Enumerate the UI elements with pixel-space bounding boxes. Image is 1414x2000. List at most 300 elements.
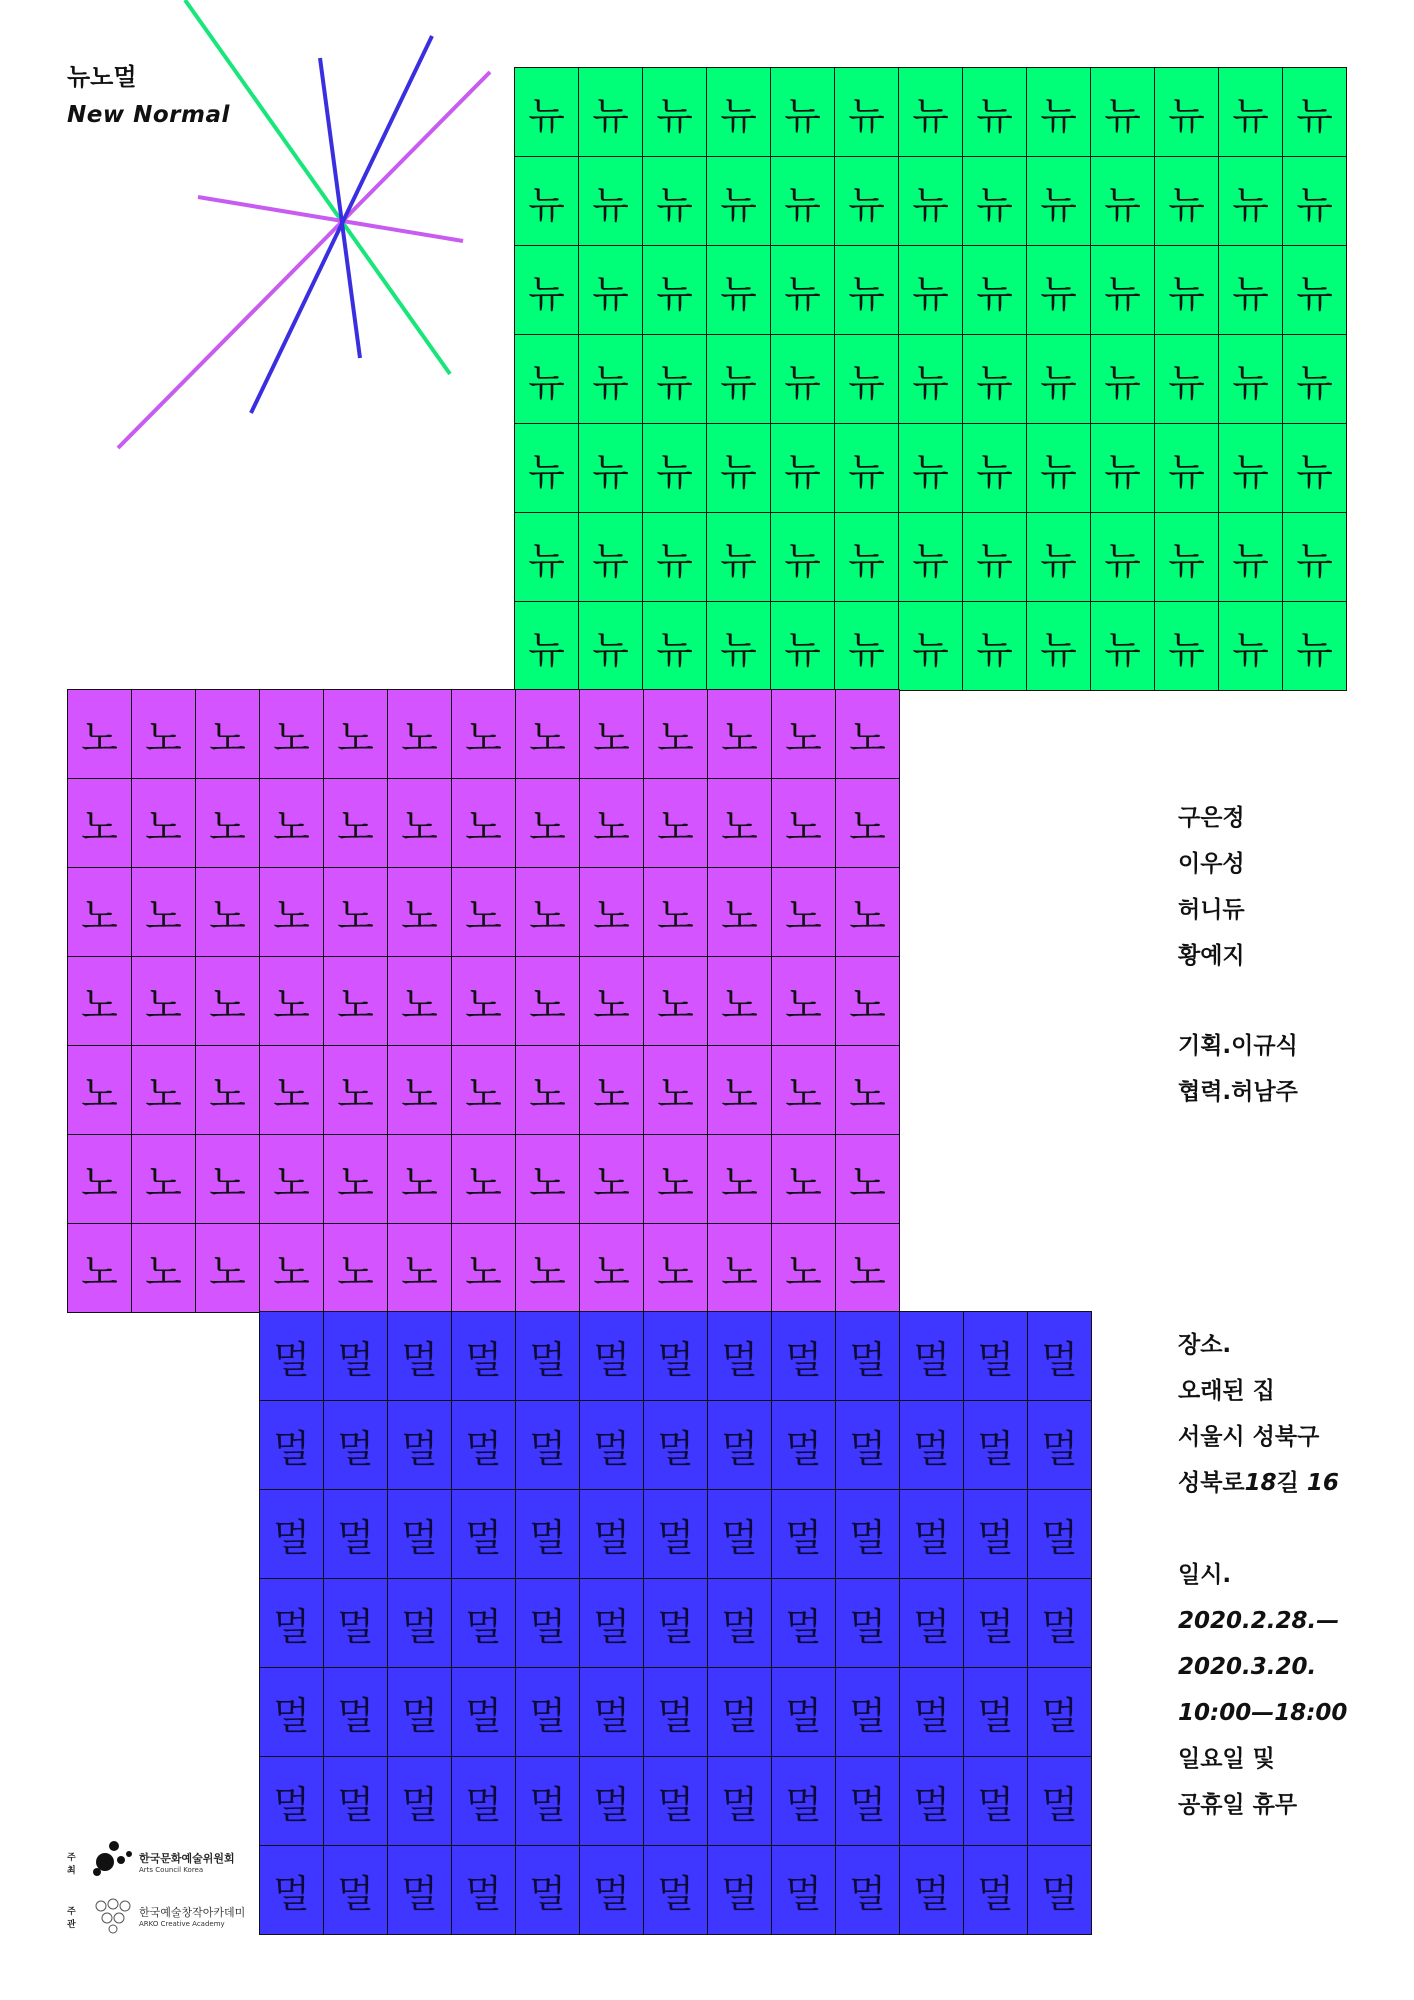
grid-cell: 뉴 (1027, 424, 1091, 513)
grid-cell: 뉴 (515, 246, 579, 335)
grid-cell: 멀 (324, 1668, 388, 1757)
grid-cell: 뉴 (963, 602, 1027, 691)
grid-cell: 뉴 (1283, 157, 1347, 246)
grid-cell: 노 (388, 690, 452, 779)
grid-cell: 멀 (452, 1757, 516, 1846)
grid-cell: 노 (388, 1135, 452, 1224)
grid-cell: 뉴 (707, 513, 771, 602)
grid-cell: 뉴 (835, 157, 899, 246)
grid-cell: 뉴 (707, 602, 771, 691)
grid-cell: 노 (452, 779, 516, 868)
closed-days-1: 일요일 및 (1178, 1746, 1275, 1772)
grid-cell: 멀 (772, 1312, 836, 1401)
collaborator-credit: 협력.허남주 (1178, 1079, 1298, 1105)
artist-name: 구은정 (1178, 805, 1245, 831)
grid-cell: 뉴 (579, 602, 643, 691)
grid-nyu (514, 67, 1347, 691)
grid-cell: 노 (644, 1224, 708, 1313)
grid-cell: 노 (132, 1135, 196, 1224)
grid-cell: 뉴 (1027, 602, 1091, 691)
grid-cell: 노 (68, 1046, 132, 1135)
grid-cell: 뉴 (771, 157, 835, 246)
grid-cell: 멀 (452, 1401, 516, 1490)
grid-cell: 멀 (772, 1668, 836, 1757)
grid-cell: 멀 (1028, 1490, 1092, 1579)
grid-cell: 노 (772, 690, 836, 779)
grid-cell: 뉴 (1155, 424, 1219, 513)
grid-cell: 멀 (644, 1579, 708, 1668)
grid-cell: 노 (516, 1224, 580, 1313)
grid-cell: 멀 (964, 1401, 1028, 1490)
grid-cell: 노 (708, 1135, 772, 1224)
grid-cell: 노 (580, 868, 644, 957)
grid-cell: 노 (708, 779, 772, 868)
organizer-name: 한국예술창작아카데미 (139, 1906, 246, 1919)
grid-cell: 뉴 (899, 246, 963, 335)
grid-cell: 노 (836, 1224, 900, 1313)
grid-cell: 멀 (452, 1846, 516, 1935)
grid-cell: 노 (68, 779, 132, 868)
grid-cell: 멀 (836, 1579, 900, 1668)
grid-cell: 뉴 (1091, 513, 1155, 602)
grid-cell: 뉴 (515, 68, 579, 157)
grid-cell: 뉴 (579, 424, 643, 513)
grid-cell: 뉴 (771, 424, 835, 513)
grid-cell: 뉴 (1283, 335, 1347, 424)
grid-cell: 멀 (324, 1757, 388, 1846)
organizer-role-label: 주관 (67, 1907, 76, 1930)
grid-cell: 노 (452, 868, 516, 957)
grid-cell: 멀 (644, 1668, 708, 1757)
artist-name: 허니듀 (1178, 897, 1245, 923)
grid-cell: 멀 (388, 1846, 452, 1935)
grid-cell: 노 (708, 868, 772, 957)
grid-cell: 멀 (388, 1401, 452, 1490)
grid-cell: 멀 (580, 1757, 644, 1846)
venue-name: 오래된 집 (1178, 1378, 1275, 1404)
grid-cell: 노 (452, 1224, 516, 1313)
closed-days-2: 공휴일 휴무 (1178, 1792, 1298, 1818)
grid-cell: 뉴 (579, 246, 643, 335)
grid-cell: 노 (260, 779, 324, 868)
grid-cell: 뉴 (1091, 68, 1155, 157)
grid-cell: 뉴 (515, 157, 579, 246)
grid-cell: 멀 (836, 1312, 900, 1401)
grid-cell: 멀 (900, 1668, 964, 1757)
starburst-graphic (0, 0, 520, 470)
grid-cell: 뉴 (1027, 157, 1091, 246)
grid-cell: 뉴 (707, 424, 771, 513)
grid-cell: 멀 (452, 1668, 516, 1757)
grid-cell: 멀 (708, 1312, 772, 1401)
grid-cell: 뉴 (963, 246, 1027, 335)
grid-cell: 노 (772, 1224, 836, 1313)
grid-cell: 멀 (772, 1579, 836, 1668)
grid-cell: 노 (708, 1224, 772, 1313)
date-info (1178, 1552, 1347, 1828)
host-name-en: Arts Council Korea (139, 1866, 204, 1874)
grid-cell: 멀 (1028, 1579, 1092, 1668)
grid-cell: 노 (260, 1135, 324, 1224)
grid-cell: 노 (388, 779, 452, 868)
artist-list (1178, 795, 1245, 979)
grid-cell: 뉴 (899, 424, 963, 513)
grid-cell: 멀 (836, 1846, 900, 1935)
grid-cell: 노 (644, 779, 708, 868)
grid-cell: 뉴 (899, 157, 963, 246)
grid-cell: 노 (452, 1135, 516, 1224)
grid-cell: 멀 (708, 1846, 772, 1935)
grid-cell: 노 (388, 957, 452, 1046)
grid-cell: 멀 (324, 1846, 388, 1935)
grid-cell: 멀 (516, 1312, 580, 1401)
grid-cell: 노 (132, 779, 196, 868)
grid-cell: 노 (324, 1046, 388, 1135)
grid-cell: 노 (836, 1046, 900, 1135)
grid-cell: 노 (772, 1046, 836, 1135)
grid-cell: 뉴 (899, 513, 963, 602)
grid-cell: 노 (836, 1135, 900, 1224)
grid-cell: 뉴 (515, 424, 579, 513)
grid-cell: 노 (68, 1224, 132, 1313)
grid-cell: 노 (260, 1224, 324, 1313)
grid-cell: 뉴 (1091, 424, 1155, 513)
grid-cell: 멀 (388, 1757, 452, 1846)
grid-cell: 뉴 (835, 513, 899, 602)
grid-cell: 노 (644, 957, 708, 1046)
grid-cell: 뉴 (643, 68, 707, 157)
grid-cell: 노 (132, 690, 196, 779)
grid-cell: 멀 (260, 1846, 324, 1935)
grid-cell: 멀 (388, 1490, 452, 1579)
grid-cell: 노 (260, 868, 324, 957)
venue-address-1: 서울시 성북구 (1178, 1424, 1320, 1450)
grid-cell: 노 (580, 690, 644, 779)
grid-cell: 멀 (772, 1757, 836, 1846)
grid-cell: 노 (68, 1135, 132, 1224)
grid-cell: 뉴 (1091, 335, 1155, 424)
grid-cell: 노 (516, 868, 580, 957)
grid-cell: 뉴 (1091, 602, 1155, 691)
grid-cell: 노 (260, 957, 324, 1046)
grid-cell: 노 (452, 690, 516, 779)
grid-cell: 멀 (516, 1668, 580, 1757)
grid-cell: 멀 (324, 1579, 388, 1668)
grid-cell: 노 (644, 1135, 708, 1224)
grid-cell: 뉴 (1219, 68, 1283, 157)
grid-cell: 노 (836, 779, 900, 868)
grid-cell: 노 (196, 1046, 260, 1135)
grid-cell: 뉴 (643, 157, 707, 246)
title-korean: 뉴노멀 (67, 63, 137, 91)
grid-cell: 뉴 (899, 602, 963, 691)
grid-cell: 뉴 (707, 246, 771, 335)
grid-cell: 노 (516, 690, 580, 779)
grid-cell: 멀 (452, 1490, 516, 1579)
grid-cell: 노 (324, 1224, 388, 1313)
grid-cell: 노 (708, 1046, 772, 1135)
grid-cell: 노 (580, 779, 644, 868)
grid-cell: 노 (708, 690, 772, 779)
grid-cell: 뉴 (1155, 246, 1219, 335)
grid-cell: 멀 (452, 1579, 516, 1668)
host-role-label: 주최 (67, 1853, 76, 1876)
grid-cell: 멀 (900, 1401, 964, 1490)
venue-label: 장소. (1178, 1332, 1232, 1358)
grid-cell: 멀 (964, 1490, 1028, 1579)
grid-meol (259, 1311, 1092, 1935)
grid-cell: 멀 (388, 1312, 452, 1401)
grid-cell: 멀 (580, 1401, 644, 1490)
grid-cell: 뉴 (1219, 602, 1283, 691)
opening-hours: 10:00—18:00 (1178, 1700, 1348, 1726)
grid-cell: 멀 (452, 1312, 516, 1401)
grid-cell: 뉴 (1091, 157, 1155, 246)
grid-cell: 뉴 (771, 68, 835, 157)
grid-cell: 뉴 (1219, 157, 1283, 246)
grid-cell: 노 (132, 957, 196, 1046)
grid-cell: 멀 (580, 1312, 644, 1401)
grid-cell: 멀 (772, 1401, 836, 1490)
grid-cell: 노 (772, 779, 836, 868)
grid-cell: 뉴 (835, 335, 899, 424)
grid-cell: 뉴 (835, 602, 899, 691)
grid-cell: 뉴 (1027, 335, 1091, 424)
grid-cell: 뉴 (643, 513, 707, 602)
host-name: 한국문화예술위원회 (139, 1852, 235, 1865)
grid-cell: 멀 (900, 1579, 964, 1668)
grid-cell: 멀 (644, 1846, 708, 1935)
grid-cell: 멀 (260, 1579, 324, 1668)
grid-cell: 멀 (772, 1846, 836, 1935)
grid-cell: 뉴 (1283, 246, 1347, 335)
grid-cell: 뉴 (1219, 246, 1283, 335)
grid-cell: 노 (836, 957, 900, 1046)
grid-cell: 멀 (516, 1846, 580, 1935)
grid-cell: 노 (452, 1046, 516, 1135)
grid-cell: 노 (836, 690, 900, 779)
grid-cell: 뉴 (771, 335, 835, 424)
grid-cell: 뉴 (579, 157, 643, 246)
grid-cell: 멀 (324, 1312, 388, 1401)
grid-cell: 뉴 (963, 68, 1027, 157)
grid-cell: 멀 (260, 1668, 324, 1757)
grid-cell: 노 (772, 868, 836, 957)
grid-cell: 뉴 (1219, 424, 1283, 513)
grid-cell: 뉴 (1027, 513, 1091, 602)
venue-address-2: 성북로18길 16 (1178, 1470, 1339, 1496)
grid-cell: 노 (260, 690, 324, 779)
date-label: 일시. (1178, 1562, 1232, 1588)
artist-name: 이우성 (1178, 851, 1245, 877)
grid-cell: 멀 (388, 1579, 452, 1668)
grid-cell: 노 (772, 957, 836, 1046)
grid-cell: 노 (132, 1046, 196, 1135)
grid-cell: 뉴 (771, 602, 835, 691)
grid-cell: 멀 (580, 1668, 644, 1757)
grid-cell: 멀 (836, 1668, 900, 1757)
grid-cell: 노 (516, 1135, 580, 1224)
grid-cell: 뉴 (515, 602, 579, 691)
grid-cell: 멀 (580, 1579, 644, 1668)
grid-cell: 뉴 (1283, 68, 1347, 157)
grid-cell: 노 (388, 1046, 452, 1135)
grid-cell: 멀 (964, 1846, 1028, 1935)
grid-cell: 뉴 (1155, 335, 1219, 424)
grid-cell: 뉴 (963, 335, 1027, 424)
grid-cell: 멀 (900, 1490, 964, 1579)
grid-cell: 노 (644, 868, 708, 957)
grid-cell: 노 (388, 1224, 452, 1313)
grid-cell: 뉴 (1155, 602, 1219, 691)
grid-cell: 뉴 (1155, 157, 1219, 246)
grid-cell: 노 (196, 957, 260, 1046)
grid-cell: 멀 (1028, 1668, 1092, 1757)
grid-cell: 뉴 (771, 246, 835, 335)
grid-cell: 뉴 (963, 157, 1027, 246)
grid-cell: 노 (836, 868, 900, 957)
artist-name: 황예지 (1178, 943, 1245, 969)
grid-cell: 뉴 (579, 68, 643, 157)
grid-cell: 멀 (964, 1579, 1028, 1668)
grid-cell: 노 (324, 1135, 388, 1224)
grid-cell: 뉴 (579, 335, 643, 424)
date-end: 2020.3.20. (1178, 1654, 1317, 1680)
grid-cell: 노 (324, 957, 388, 1046)
date-start: 2020.2.28.— (1178, 1608, 1340, 1634)
grid-cell: 멀 (580, 1490, 644, 1579)
burst-line-green (185, 0, 450, 374)
grid-cell: 뉴 (1027, 68, 1091, 157)
grid-cell: 뉴 (643, 602, 707, 691)
grid-cell: 멀 (708, 1401, 772, 1490)
grid-cell: 노 (68, 868, 132, 957)
grid-cell: 노 (324, 690, 388, 779)
grid-cell: 노 (324, 779, 388, 868)
grid-cell: 멀 (772, 1490, 836, 1579)
grid-cell: 뉴 (835, 246, 899, 335)
grid-cell: 멀 (260, 1312, 324, 1401)
grid-cell: 노 (324, 868, 388, 957)
grid-cell: 뉴 (1027, 246, 1091, 335)
credit-list (1178, 1023, 1298, 1115)
grid-cell: 노 (516, 957, 580, 1046)
grid-cell: 멀 (836, 1490, 900, 1579)
grid-cell: 노 (388, 868, 452, 957)
grid-cell: 멀 (644, 1757, 708, 1846)
grid-cell: 멀 (1028, 1846, 1092, 1935)
grid-cell: 뉴 (1155, 68, 1219, 157)
grid-cell: 뉴 (515, 513, 579, 602)
grid-cell: 뉴 (1091, 246, 1155, 335)
grid-cell: 뉴 (643, 424, 707, 513)
grid-cell: 노 (260, 1046, 324, 1135)
grid-cell: 멀 (516, 1490, 580, 1579)
grid-cell: 멀 (708, 1668, 772, 1757)
grid-no (67, 689, 900, 1313)
grid-cell: 노 (132, 1224, 196, 1313)
grid-cell: 뉴 (643, 246, 707, 335)
grid-cell: 뉴 (899, 68, 963, 157)
venue-info (1178, 1322, 1339, 1506)
grid-cell: 멀 (388, 1668, 452, 1757)
grid-cell: 뉴 (643, 335, 707, 424)
grid-cell: 노 (708, 957, 772, 1046)
burst-line-purple-long (118, 72, 490, 448)
grid-cell: 멀 (644, 1312, 708, 1401)
grid-cell: 노 (644, 690, 708, 779)
grid-cell: 뉴 (1155, 513, 1219, 602)
grid-cell: 멀 (324, 1490, 388, 1579)
organizer-name-en: ARKO Creative Academy (139, 1920, 225, 1928)
grid-cell: 멀 (1028, 1312, 1092, 1401)
grid-cell: 멀 (836, 1757, 900, 1846)
grid-cell: 멀 (1028, 1401, 1092, 1490)
grid-cell: 노 (580, 1224, 644, 1313)
grid-cell: 멀 (644, 1490, 708, 1579)
grid-cell: 뉴 (1283, 424, 1347, 513)
grid-cell: 뉴 (963, 424, 1027, 513)
grid-cell: 뉴 (771, 513, 835, 602)
grid-cell: 뉴 (707, 157, 771, 246)
grid-cell: 멀 (708, 1490, 772, 1579)
grid-cell: 노 (516, 1046, 580, 1135)
grid-cell: 뉴 (1283, 513, 1347, 602)
grid-cell: 멀 (516, 1757, 580, 1846)
grid-cell: 노 (772, 1135, 836, 1224)
grid-cell: 뉴 (1219, 513, 1283, 602)
grid-cell: 뉴 (835, 424, 899, 513)
grid-cell: 뉴 (899, 335, 963, 424)
arts-council-logo-icon (91, 1840, 137, 1878)
grid-cell: 뉴 (707, 68, 771, 157)
grid-cell: 노 (196, 868, 260, 957)
grid-cell: 뉴 (1219, 335, 1283, 424)
grid-cell: 멀 (516, 1401, 580, 1490)
grid-cell: 뉴 (1283, 602, 1347, 691)
grid-cell: 노 (196, 1135, 260, 1224)
grid-cell: 뉴 (515, 335, 579, 424)
grid-cell: 멀 (260, 1757, 324, 1846)
grid-cell: 노 (196, 779, 260, 868)
grid-cell: 노 (68, 690, 132, 779)
grid-cell: 멀 (1028, 1757, 1092, 1846)
grid-cell: 멀 (964, 1668, 1028, 1757)
arko-academy-logo-icon (91, 1896, 137, 1934)
grid-cell: 멀 (900, 1312, 964, 1401)
grid-cell: 멀 (964, 1312, 1028, 1401)
grid-cell: 멀 (516, 1579, 580, 1668)
grid-cell: 멀 (900, 1757, 964, 1846)
grid-cell: 뉴 (579, 513, 643, 602)
grid-cell: 멀 (708, 1579, 772, 1668)
grid-cell: 멀 (836, 1401, 900, 1490)
grid-cell: 멀 (260, 1490, 324, 1579)
grid-cell: 멀 (964, 1757, 1028, 1846)
grid-cell: 노 (580, 1046, 644, 1135)
grid-cell: 멀 (708, 1757, 772, 1846)
grid-cell: 노 (580, 1135, 644, 1224)
grid-cell: 노 (196, 690, 260, 779)
title-english: New Normal (67, 102, 230, 128)
grid-cell: 멀 (580, 1846, 644, 1935)
grid-cell: 멀 (900, 1846, 964, 1935)
grid-cell: 노 (132, 868, 196, 957)
grid-cell: 노 (644, 1046, 708, 1135)
grid-cell: 노 (196, 1224, 260, 1313)
grid-cell: 뉴 (707, 335, 771, 424)
grid-cell: 멀 (644, 1401, 708, 1490)
